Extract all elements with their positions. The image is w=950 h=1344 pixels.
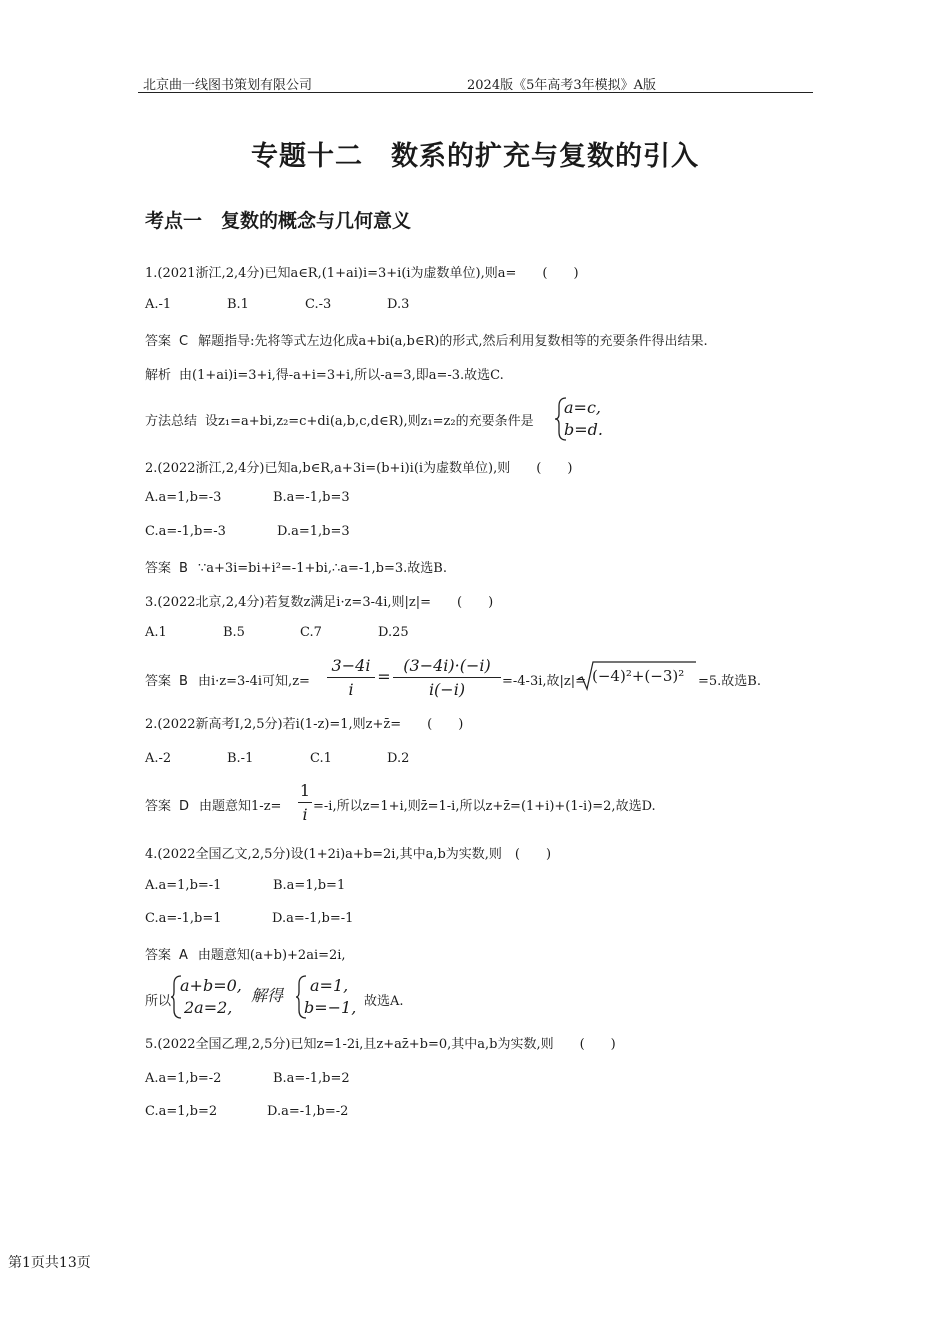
answer-label: 答案: [145, 334, 172, 349]
question-1-analysis: [145, 364, 504, 383]
question-2-stem: 2.(2022浙江,2,4分)已知a,b∈R,a+3i=(b+i)i(i为虚数单位),则 ( ): [145, 461, 573, 476]
tail-text: 故选A.: [364, 994, 404, 1009]
answer-key: B: [179, 561, 188, 576]
question-3-answer-lead: [145, 670, 310, 689]
answer-label: 答案: [145, 674, 172, 689]
analysis-text: 由(1+ai)i=3+i,得-a+i=3+i,所以-a=3,即a=-3.故选C.: [179, 368, 504, 383]
option-b: B.-1: [227, 751, 254, 766]
question-1-stem: 1.(2021浙江,2,4分)已知a∈R,(1+ai)i=3+i(i为虚数单位),则a= ( ): [145, 266, 579, 281]
method-text: 设z₁=a+bi,z₂=c+di(a,b,c,d∈R),则z₁=z₂的充要条件是: [205, 414, 534, 429]
question-4-options-row2: [145, 911, 353, 926]
option-b: B.5: [223, 625, 245, 640]
option-c: C.7: [300, 625, 322, 640]
fraction-bar: [393, 677, 501, 678]
question-3-stem: 3.(2022北京,2,4分)若复数z满足i·z=3-4i,则|z|= ( ): [145, 595, 494, 610]
answer-label: 答案: [145, 799, 172, 814]
question-5-stem: 5.(2022全国乙理,2,5分)已知z=1-2i,且z+az̄+b=0,其中a,b为实数,则 ( ): [145, 1037, 616, 1052]
option-b: B.a=1,b=1: [273, 878, 346, 893]
equals-sign: =: [377, 667, 391, 686]
method-label: 方法总结: [145, 414, 198, 429]
question-4a-options: [145, 751, 409, 766]
question-5-options-row1: [145, 1071, 350, 1086]
question-4-answer: [145, 944, 346, 963]
fraction-2: [393, 656, 501, 699]
fraction-1-over-i: [298, 781, 312, 824]
answer-text: 由题意知(a+b)+2ai=2i,: [197, 948, 346, 963]
option-d: D.2: [387, 751, 410, 766]
option-a: A.-2: [145, 751, 172, 766]
option-a: A.-1: [145, 297, 172, 312]
question-2-answer: [145, 557, 447, 576]
system-line: b=d.: [564, 420, 603, 439]
page-title: 专题十二 数系的扩充与复数的引入: [251, 141, 699, 172]
option-d: D.a=-1,b=-2: [267, 1104, 349, 1119]
page-footer: 第1页共13页: [8, 1255, 91, 1271]
option-a: A.a=1,b=-3: [145, 490, 222, 505]
option-d: D.a=-1,b=-1: [272, 911, 354, 926]
question-1-answer: [145, 330, 708, 349]
answer-key: B: [179, 674, 188, 689]
answer-text: ∵a+3i=bi+i²=-1+bi,∴a=-1,b=3.故选B.: [197, 561, 447, 576]
option-b: B.a=-1,b=3: [273, 490, 350, 505]
fraction-denominator: i(−i): [428, 680, 466, 699]
fraction-bar: [298, 802, 312, 803]
solve-text: 解得: [251, 986, 284, 1005]
option-b: B.a=-1,b=2: [273, 1071, 350, 1086]
fraction-1: [327, 656, 375, 699]
option-c: C.a=-1,b=-3: [145, 524, 226, 539]
option-c: C.a=-1,b=1: [145, 911, 222, 926]
system-line: a=1,: [310, 976, 349, 995]
header-publisher: 北京曲一线图书策划有限公司: [143, 78, 313, 93]
question-5-options-row2: [145, 1104, 348, 1119]
answer-key: A: [179, 948, 188, 963]
answer-label: 答案: [145, 561, 172, 576]
header-divider: [138, 92, 813, 93]
answer-label: 答案: [145, 948, 172, 963]
fraction-numerator: (3−4i)·(−i): [403, 656, 491, 675]
system-line: a=c,: [564, 398, 601, 417]
fraction-denominator: i: [302, 805, 308, 824]
question-1-options: [145, 297, 409, 312]
so-text: 所以: [145, 994, 172, 1009]
section-heading: 考点一 复数的概念与几何意义: [145, 210, 412, 232]
answer-text: 解题指导:先将等式左边化成a+bi(a,b∈R)的形式,然后利用复数相等的充要条件得出结果.: [198, 334, 708, 349]
system-line: b=−1,: [304, 998, 357, 1017]
option-c: C.-3: [305, 297, 332, 312]
option-a: A.1: [145, 625, 167, 640]
system-line: 2a=2,: [184, 998, 233, 1017]
sqrt-body: (−4)²+(−3)²: [592, 667, 685, 685]
question-3-options: [145, 625, 409, 640]
option-b: B.1: [227, 297, 249, 312]
question-4-stem: 4.(2022全国乙文,2,5分)设(1+2i)a+b=2i,其中a,b为实数,则 ( ): [145, 847, 552, 862]
answer-text: 由i·z=3-4i可知,z=: [197, 674, 310, 689]
fraction-bar: [327, 677, 375, 678]
option-d: D.a=1,b=3: [277, 524, 350, 539]
question-1-method: [145, 410, 534, 429]
system-1: [180, 975, 242, 1019]
answer-middle: =-4-3i,故|z|=: [502, 674, 587, 689]
question-2-options-row2: [145, 524, 350, 539]
answer-key: D: [179, 799, 190, 814]
option-d: D.25: [378, 625, 409, 640]
question-4a-answer-lead: [145, 795, 281, 814]
question-2-options-row1: [145, 490, 350, 505]
option-d: D.3: [387, 297, 410, 312]
header-book-title: 2024版《5年高考3年模拟》A版: [467, 78, 657, 93]
option-a: A.a=1,b=-1: [145, 878, 222, 893]
analysis-label: 解析: [145, 368, 172, 383]
fraction-numerator: 3−4i: [331, 656, 371, 675]
system-2: [304, 975, 356, 1019]
question-4-options-row1: [145, 878, 345, 893]
answer-end: =5.故选B.: [698, 674, 761, 689]
fraction-numerator: 1: [299, 781, 311, 800]
option-a: A.a=1,b=-2: [145, 1071, 222, 1086]
answer-text: 由题意知1-z=: [199, 799, 282, 814]
option-c: C.a=1,b=2: [145, 1104, 218, 1119]
answer-end: =-i,所以z=1+i,则z̄=1-i,所以z+z̄=(1+i)+(1-i)=2,故选D.: [313, 799, 656, 814]
method-system: [564, 397, 603, 441]
fraction-denominator: i: [348, 680, 354, 699]
answer-key: C: [179, 334, 189, 349]
question-4a-stem: 2.(2022新高考Ⅰ,2,5分)若i(1-z)=1,则z+z̄= ( ): [145, 717, 464, 732]
option-c: C.1: [310, 751, 332, 766]
system-line: a+b=0,: [180, 976, 242, 995]
